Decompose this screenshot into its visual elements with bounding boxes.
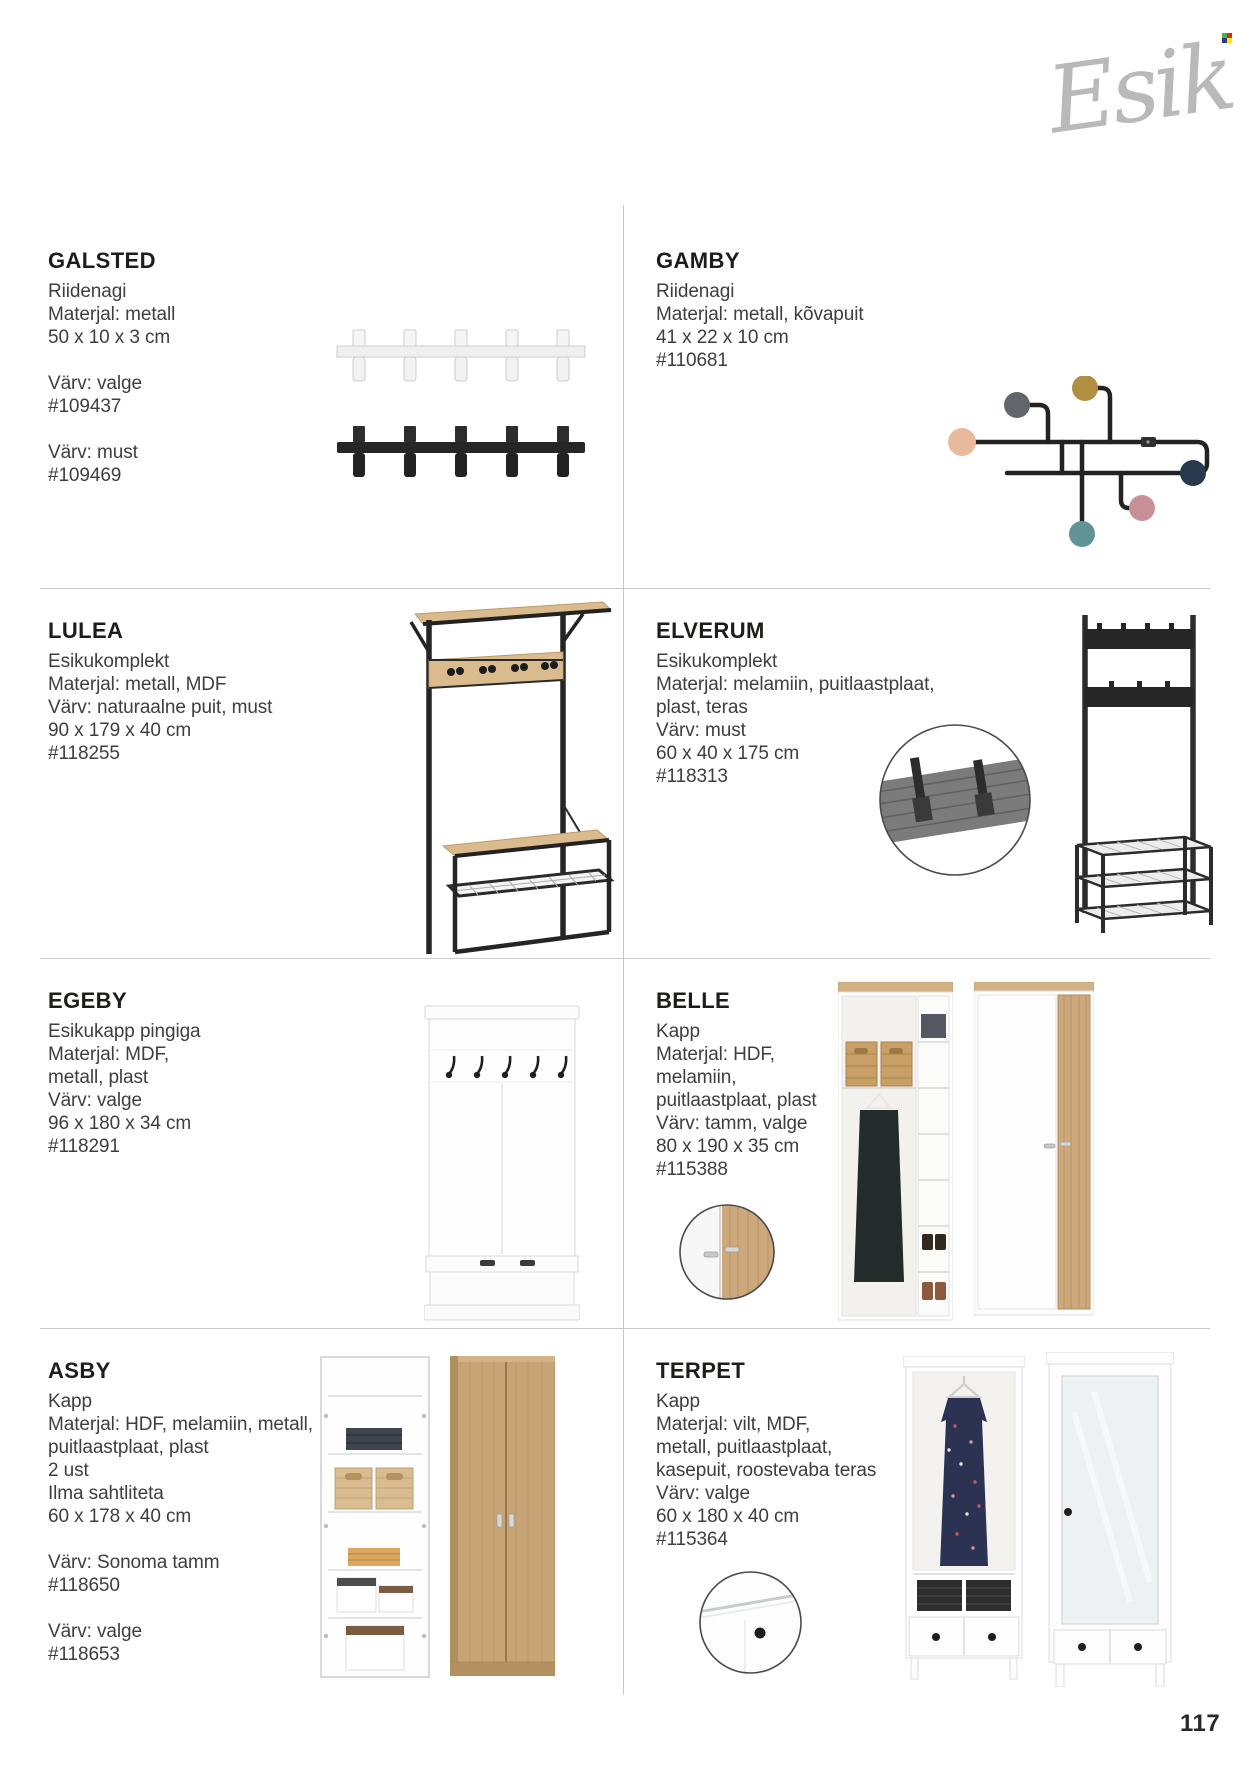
elverum-hook-detail-image xyxy=(877,722,1033,878)
spec-line: metall, puitlaastplaat, xyxy=(656,1437,833,1458)
category-script-title: Esik xyxy=(1041,22,1239,155)
spec-line: 2 ust xyxy=(48,1460,89,1481)
spec-line: #109437 xyxy=(48,396,122,417)
gamby-ball-rose xyxy=(1129,495,1155,521)
product-spec xyxy=(48,1020,388,1158)
spec-line: Värv: valge xyxy=(48,1621,142,1642)
spec-line: Materjal: HDF, xyxy=(656,1044,775,1065)
page-number: 117 xyxy=(1180,1710,1221,1737)
asby-open-cabinet-image xyxy=(320,1356,430,1678)
spec-line: #118255 xyxy=(48,743,120,764)
spec-line: melamiin, xyxy=(656,1067,737,1088)
spec-line: Riidenagi xyxy=(656,281,735,302)
spec-line: Värv: Sonoma tamm xyxy=(48,1552,220,1573)
product-section-gamby xyxy=(656,248,996,372)
asby-closed-cabinet-image xyxy=(450,1356,555,1676)
spec-line: plast, teras xyxy=(656,697,748,718)
belle-handle-detail-image xyxy=(678,1203,776,1301)
spec-line: Esikukomplekt xyxy=(48,651,170,672)
terpet-open-wardrobe-image xyxy=(903,1356,1025,1681)
spec-line: #115364 xyxy=(656,1529,728,1550)
spec-line: #110681 xyxy=(656,350,728,371)
spec-line: #118291 xyxy=(48,1136,120,1157)
galsted-white-rack-image xyxy=(335,322,587,384)
product-name: ELVERUM xyxy=(656,618,765,643)
spec-line: 96 x 180 x 34 cm xyxy=(48,1113,192,1134)
product-spec xyxy=(656,280,996,372)
gamby-tube xyxy=(975,442,1207,473)
spec-line: 90 x 179 x 40 cm xyxy=(48,720,192,741)
spec-line: 41 x 22 x 10 cm xyxy=(656,327,789,348)
egeby-hall-cabinet-image xyxy=(424,1004,580,1322)
row-divider-1 xyxy=(40,588,1210,589)
product-section-lulea xyxy=(48,618,388,765)
product-name: ASBY xyxy=(48,1358,111,1383)
spec-line: metall, plast xyxy=(48,1067,149,1088)
row-divider-2 xyxy=(40,958,1210,959)
spec-line: Materjal: metall xyxy=(48,304,176,325)
spec-line: #118313 xyxy=(656,766,728,787)
product-name: BELLE xyxy=(656,988,731,1013)
spec-line: Värv: valge xyxy=(48,373,142,394)
spec-line: Materjal: MDF, xyxy=(48,1044,170,1065)
row-divider-3 xyxy=(40,1328,1210,1329)
lulea-hall-stand-image xyxy=(365,594,615,959)
spec-line: Materjal: vilt, MDF, xyxy=(656,1414,811,1435)
spec-line: 60 x 180 x 40 cm xyxy=(656,1506,800,1527)
spec-line: Kapp xyxy=(656,1021,700,1042)
gamby-ball-teal xyxy=(1069,521,1095,547)
spec-line: Värv: valge xyxy=(656,1483,750,1504)
spec-line: 80 x 190 x 35 cm xyxy=(656,1136,800,1157)
product-name: EGEBY xyxy=(48,988,128,1013)
galsted-black-rack-image xyxy=(335,418,587,480)
spec-line: Ilma sahtliteta xyxy=(48,1483,164,1504)
spec-line: 50 x 10 x 3 cm xyxy=(48,327,171,348)
gamby-coat-rack-image xyxy=(945,376,1245,556)
spec-line: #118653 xyxy=(48,1644,120,1665)
spec-line: #115388 xyxy=(656,1159,728,1180)
spec-line: Materjal: HDF, melamiin, metall, xyxy=(48,1414,313,1435)
spec-line: Kapp xyxy=(48,1391,92,1412)
spec-line: 60 x 40 x 175 cm xyxy=(656,743,800,764)
spec-line: Kapp xyxy=(656,1391,700,1412)
spec-line: 60 x 178 x 40 cm xyxy=(48,1506,192,1527)
terpet-drawer-detail-image xyxy=(698,1570,803,1675)
product-name: GALSTED xyxy=(48,248,156,273)
spec-line: kasepuit, roostevaba teras xyxy=(656,1460,877,1481)
spec-line: Värv: naturaalne puit, must xyxy=(48,697,273,718)
product-name: TERPET xyxy=(656,1358,746,1383)
product-spec xyxy=(48,650,388,765)
spec-line: Materjal: metall, kõvapuit xyxy=(656,304,864,325)
spec-line: Esikukomplekt xyxy=(656,651,778,672)
spec-line: puitlaastplaat, plast xyxy=(48,1437,209,1458)
column-divider xyxy=(623,205,624,1695)
product-name: LULEA xyxy=(48,618,124,643)
spec-line: Värv: tamm, valge xyxy=(656,1113,808,1134)
belle-closed-wardrobe-image xyxy=(974,982,1094,1322)
belle-open-wardrobe-image xyxy=(838,982,953,1322)
spec-line: Materjal: metall, MDF xyxy=(48,674,227,695)
spec-line: #109469 xyxy=(48,465,122,486)
terpet-mirror-wardrobe-image xyxy=(1046,1352,1174,1687)
spec-line: Esikukapp pingiga xyxy=(48,1021,201,1042)
spec-line: Värv: valge xyxy=(48,1090,142,1111)
spec-line: puitlaastplaat, plast xyxy=(656,1090,817,1111)
elverum-hall-stand-image xyxy=(1065,607,1215,937)
spec-line: Värv: must xyxy=(48,442,138,463)
spec-line: Materjal: melamiin, puitlaastplaat, xyxy=(656,674,935,695)
product-name: GAMBY xyxy=(656,248,740,273)
gamby-ball-gray xyxy=(1004,392,1030,418)
spec-line: #118650 xyxy=(48,1575,120,1596)
gamby-ball-navy xyxy=(1180,460,1206,486)
gamby-ball-gold xyxy=(1072,376,1098,401)
spec-line: Riidenagi xyxy=(48,281,127,302)
gamby-ball-peach xyxy=(948,428,976,456)
product-section-egeby xyxy=(48,988,388,1158)
spec-line: Värv: must xyxy=(656,720,746,741)
